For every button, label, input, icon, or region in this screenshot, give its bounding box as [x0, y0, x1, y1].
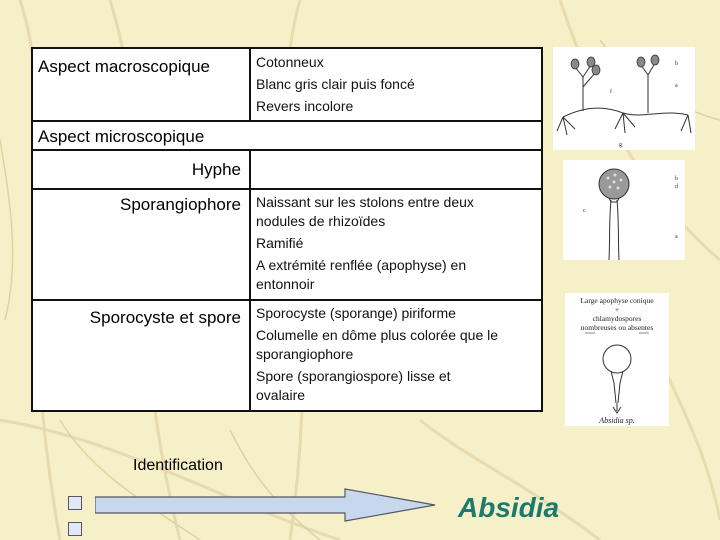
sporocyste-line: sporangiophore	[256, 346, 354, 362]
sporangiophore-line: nodules de rhizoïdes	[256, 213, 386, 229]
fig3-text: +	[614, 305, 620, 314]
sporangiophore-description	[256, 193, 474, 294]
fig3-caption: Absidia sp.	[599, 416, 635, 425]
square-bullet	[68, 496, 82, 510]
fig2-letter: d	[675, 184, 678, 190]
fig2-letter: a	[675, 234, 678, 240]
sporocyste-line: Columelle en dôme plus colorée que le	[256, 327, 499, 343]
sporocyste-description	[256, 304, 498, 405]
sporangiophore-line: Ramifié	[256, 235, 304, 251]
description-table	[31, 47, 543, 412]
macro-line: Cotonneux	[256, 54, 324, 70]
divider-row-sporangiophore	[33, 299, 543, 301]
row-label-microscopique: Aspect microscopique	[38, 127, 205, 146]
fig3-text: nombreuses ou absentes	[580, 323, 654, 332]
sporangiophore-line: entonnoir	[256, 276, 315, 292]
fig2-letter: b	[675, 176, 678, 182]
fig1-letter: f	[610, 89, 612, 95]
row-label-sporocyste: Sporocyste et spore	[89, 308, 241, 327]
macro-line: Blanc gris clair puis foncé	[256, 76, 415, 92]
fig1-letter: b	[675, 61, 678, 67]
sporocyste-line: ovalaire	[256, 387, 306, 403]
fig3-text: Large apophyse conique	[580, 296, 654, 305]
fig1-letter: g	[619, 142, 622, 148]
sporangiophore-line: A extrémité renflée (apophyse) en	[256, 257, 467, 273]
row-label-hyphe: Hyphe	[191, 160, 241, 179]
divider-row-micro	[33, 149, 543, 151]
square-bullet	[68, 522, 82, 536]
stolon-sporangiophore-drawing	[553, 47, 695, 150]
row-label-macroscopique: Aspect macroscopique	[38, 57, 210, 76]
row-label-sporangiophore: Sporangiophore	[120, 195, 241, 214]
sporangiophore-line: Naissant sur les stolons entre deux	[256, 194, 474, 210]
divider-row-hyphe	[33, 188, 543, 190]
identification-label: Identification	[133, 457, 223, 474]
sporocyste-line: Spore (sporangiospore) lisse et	[256, 368, 451, 384]
fig3-text: chlamydospores	[592, 314, 642, 323]
divider-row-macro	[33, 120, 543, 122]
sporocyste-line: Sporocyste (sporange) piriforme	[256, 305, 456, 321]
macro-line: Revers incolore	[256, 98, 354, 114]
identification-arrow	[95, 487, 440, 523]
fig1-letter: a	[675, 83, 678, 89]
genus-name: Absidia	[458, 492, 560, 523]
divider-vertical	[249, 49, 251, 121]
sporangium-drawing	[563, 160, 685, 260]
macro-description	[256, 53, 415, 116]
absidia-sp-drawing	[565, 293, 669, 426]
fig2-letter: c	[583, 208, 586, 214]
